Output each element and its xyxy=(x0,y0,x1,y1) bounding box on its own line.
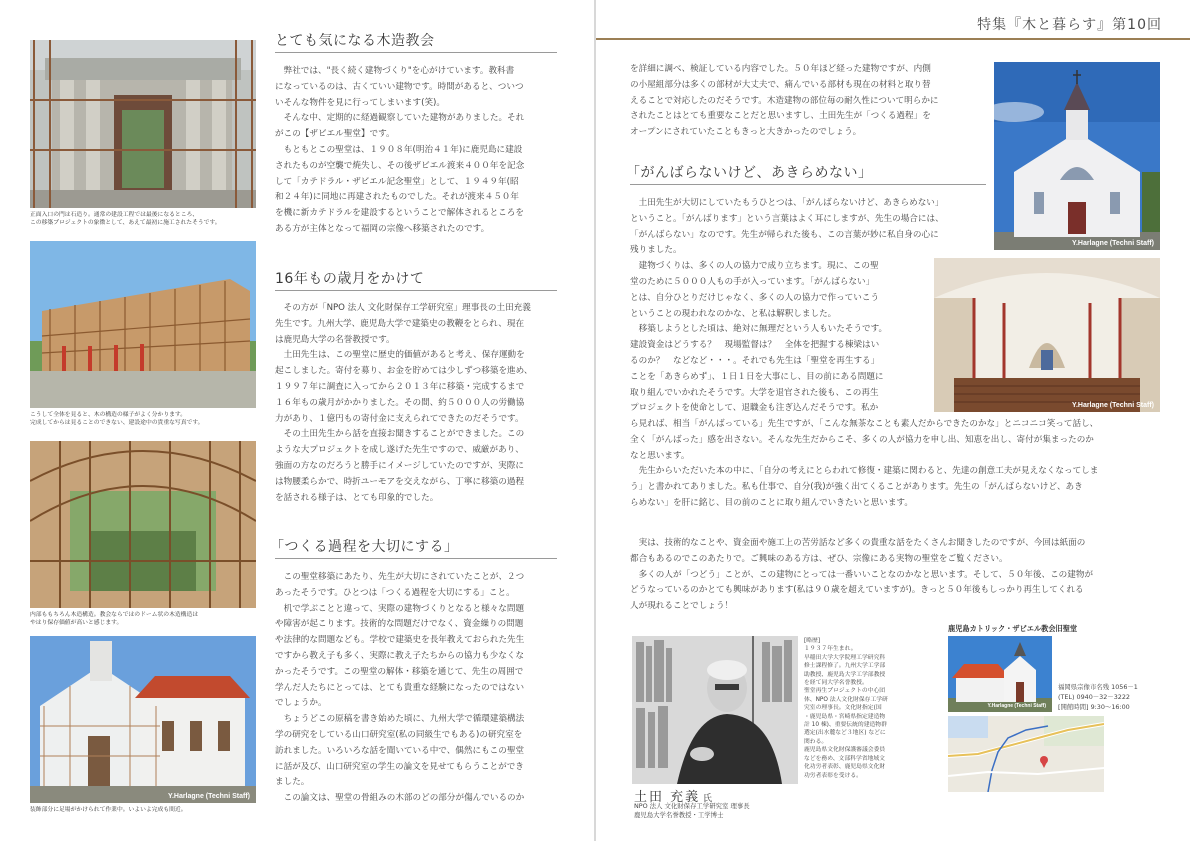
photo-church-exterior xyxy=(994,62,1160,250)
section-body: ら見れば、相当「がんばっている」先生ですが、「こんな無茶なことも素人だからできたのかな」とニコニコ笑って話し、 全く「がんばった」感を出さない。そんな先生だからこそ、多くの人が協力を申し出、知恵を出し、寄付が集まったのか なと思います。 先生からいただいた本の中に、「自分の考えにとらわれて修復・建築に関わると、先達の創意工夫が見えなくなってしま う」と書かれてありました。私も仕事で、自分(我)が強く出てくることがあります。先生の「がんばらないけど、あき らめない」を肝に銘じ、目の前のことに取り組んでいきたいと思います。 xyxy=(630,419,1099,508)
person-name: 土田 充義 氏 xyxy=(634,790,713,805)
series-title: 特集『木と暮らす』第10回 xyxy=(977,17,1162,33)
section-heading: 「がんばらないけど、あきらめない」 xyxy=(626,165,873,181)
section-body: この聖堂移築にあたり、先生が大切にされていたことが、２つ あったそうです。ひとつは「つくる過程を大切にする」こと。 机で学ぶことと違って、実際の建物づくりとなると様々な問題 や障害が起こります。技術的な問題だけでなく、資金繰りの問題 や法律的な問題なども。学校で建築史を長年教えておられた先生 ですから教え子も多く、実際に教え子たちからの協力も少なくな かったそうです。この聖堂の解体・移築を通じて、先生の周囲で 学んだ人たちにとっては、とても貴重な経験になったのではない でしょうか。 ちょうどこの原稿を書き始めた頃に、九州大学で循環建築構法 学の研究をしている山口研究室(私の同級生でもある)の研究室を 訪れました。いろいろな話を聞いている中で、偶然にもこの聖堂 に話が及び、山口研究室の学生の論文を見せてもらうことができ ました。 この論文は、聖堂の骨組みの木部のどの部分が傷んでいるのか xyxy=(275,572,525,804)
closing-body: 実は、技術的なことや、資金面や施工上の苦労話など多くの貴重な話をたくさんお聞きしたのですが、今回は紙面の 都合もあるのでこのあたりで。ご興味のある方は、ぜひ、宗像にある実物の聖堂をご覧ください。 多くの人が「つどう」ことが、この建物にとっては一番いいことなのかなと思います。そして、５０年後、この建物が どうなっているのかとても興味があります(私は９０歳を超えていますが)。きっと５０年後もしっかり再生してくれる 人が現れることでしょう！ xyxy=(630,538,1094,612)
photo-church-interior xyxy=(934,258,1160,412)
photo-interior-vault xyxy=(30,441,256,608)
profile-bio: [略歴] １９３７年生まれ。 早稲田大学大学院理工学研究科 修士課程修了。九州大学工学部 助教授、鹿児島大学工学部教授 を経て同大学名誉教授。 聖堂再生プロジェクトの中心団 体、NPO 法人文化財保存工学研 究室の理事長。文化財指定(国 ・鹿児島県・宮崎県指定建造物 計 10 棟)、重要伝統的建造物群 選定(出水麓など３地区) などに 関わる。 鹿児島県文化財保護審議会委員 などを務め、文部科学省地域文 化功労者表彰、鹿児島県文化財 功労者表彰を受ける。 xyxy=(804,638,888,779)
photo-church-small xyxy=(948,636,1052,712)
location-map xyxy=(948,716,1104,792)
photo-timber-frame xyxy=(30,241,256,408)
photo-credit: Y.Harlagne (Techni Staff) xyxy=(1072,240,1154,247)
photo-portrait xyxy=(632,636,798,784)
section-body: 土田先生が大切にしていたもうひとつは、「がんばらないけど、あきらめない」 ということ。「がんばります」という言葉はよく耳にしますが、先生の場合には、 「がんばらない」なのです。先生が帰られた後も、この言葉が妙に私自身の心に 残りました。 建物づくりは、多くの人の協力で成り立ちます。現に、この聖 堂のために５０００人もの手が入っています。「がんばらない」 とは、自分ひとりだけじゃなく、多くの人の協力で作っていこう ということの現われなのかな、と私は解釈しました。 移築しようとした頃は、絶対に無理だという人もいたそうです。 建設資金はどうする？ 現場監督は？ 全体を把握する棟梁はい るのか？ などなど・・・。それでも先生は「聖堂を再生する」 ことを「あきらめず」、１日１日を大事にし、目の前にある問題に 取り組んでいかれたそうです。大学を退官された後も、この再生 プロジェクトを使命として、退職金も注ぎ込んだそうです。私か xyxy=(630,198,944,414)
photo-caption: 内部ももちろん木造構造。教会ならではのドーム状の木造構造は やはり保存価値が高いと感じます。 xyxy=(30,612,199,626)
left-page xyxy=(0,0,594,841)
right-page xyxy=(596,0,1190,841)
photo-credit: Y.Harlagne (Techni Staff) xyxy=(987,703,1046,709)
section-heading: 「つくる過程を大切にする」 xyxy=(270,539,459,555)
heading-divider xyxy=(275,52,557,53)
heading-divider xyxy=(630,184,986,185)
photo-facade-scaffold xyxy=(30,636,256,803)
photo-credit: Y.Harlagne (Techni Staff) xyxy=(168,793,250,800)
section-body: 弊社では、"長く続く建物づくり"を心がけています。教科書 になっているのは、古くていい建物です。時間があると、ついつ いそんな物件を見に行ってしまいます(笑)。 そんな中、定期的に経過観察していた建物がありました。それ がこの【ザビエル聖堂】です。 もともとこの聖堂は、１９０８年(明治４１年)に鹿児島に建設 されたものが空襲で焼失し、その後ザビエル渡来４００年を記念 して「カテドラル・ザビエル記念聖堂」として、１９４９年(昭 和２４年)に同地に再建されたものでした。それが渡来４５０年 を機に新カテドラルを建設するということで解体されるところを ある方が主体となって福岡の宗像へ移築されたのです。 xyxy=(275,66,525,234)
photo-caption: 装飾部分に足場がかけられて作業中。いよいよ完成も間近。 xyxy=(30,807,187,813)
photo-caption: 正面入口の門は石造り。通常の建設工程では最後になるところ、 この移築プロジェクトの象徴として、あえて最初に施工されたそうです。 xyxy=(30,212,221,226)
heading-divider xyxy=(275,290,557,291)
photo-stone-gate xyxy=(30,40,256,208)
section-body: その方が「NPO 法人 文化財保存工学研究室」理事長の土田充義 先生です。九州大学、鹿児島大学で建築史の教鞭をとられ、現在 は鹿児島大学の名誉教授です。 土田先生は、この聖堂に歴史的価値があると考え、保存運動を 起こしました。寄付を募り、お金を貯めては少しずつ移築を進め、 １９９７年に調査に入ってから２０１３年に移築・完成するまで １６年もの歳月がかかりました。その間、約５０００人の労働協 力があり、１億円もの寄付金に支えられてできたのだそうです。 その土田先生から話を直接お聞きすることができました。この ような大プロジェクトを成し遂げた先生ですので、威厳があり、 強面の方なのだろうと勝手にイメージしていたのですが、実際に は物腰柔らかで、時折ユーモアを交えながら、丁寧に移築の過程 を話される様子は、とても印象的でした。 xyxy=(275,303,533,503)
church-address: 福岡県宗像市名残 1056－1 (TEL) 0940－32－3222 [開館時間] 9:30～16:00 xyxy=(1058,683,1138,711)
photo-caption: こうして全体を見ると、木の構造の様子がよく分かります。 完成してからは見ることのできない、建設途中の貴重な写真です。 xyxy=(30,412,204,426)
heading-divider xyxy=(275,558,557,559)
section-heading: 16年もの歳月をかけて xyxy=(275,271,425,287)
section-body: を詳細に調べ、検証している内容でした。５０年ほど経った建物ですが、内側 の小屋組部分は多くの部材が大丈夫で、痛んでいる部材も現在の材料と取り替 えることで対応したのだそうです。木造建物の部位毎の耐久性について明らかに されたことはとても重要なことだと思いますし、土田先生が「つくる過程」を オープンにされていたこともきっと大きかったのでしょう。 xyxy=(630,64,939,138)
photo-credit: Y.Harlagne (Techni Staff) xyxy=(1072,402,1154,409)
church-info-title: 鹿児島カトリック・ザビエル教会旧聖堂 xyxy=(948,624,1078,633)
section-heading: とても気になる木造教会 xyxy=(275,33,435,49)
header-rule xyxy=(596,38,1190,40)
person-affiliation: NPO 法人 文化財保存工学研究室 理事長 鹿児島大学名誉教授・工学博士 xyxy=(634,802,750,819)
